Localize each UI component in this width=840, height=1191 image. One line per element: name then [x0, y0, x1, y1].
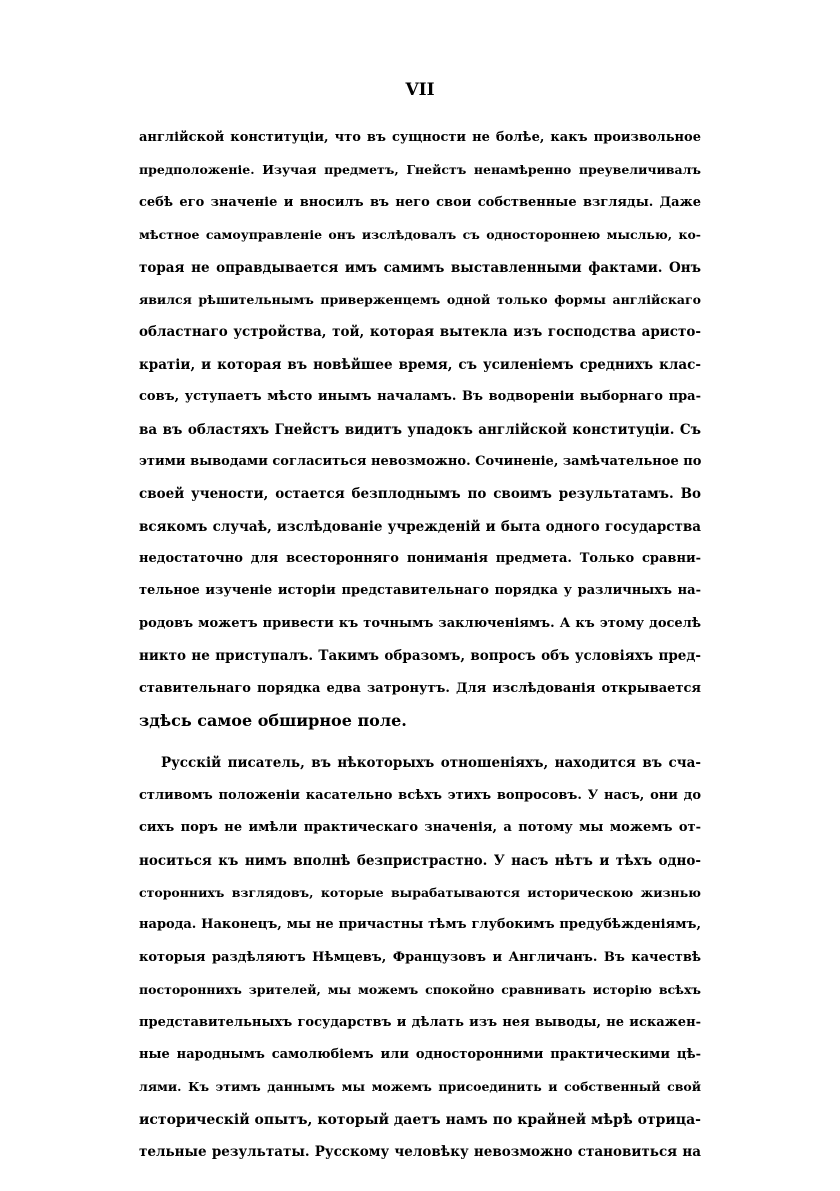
- text-line: представительныхъ государствъ и дѣлать изъ нея выводы, не искажен-: [139, 1014, 701, 1030]
- text-line: торая не оправдывается имъ самимъ выставленными фактами. Онъ: [139, 259, 701, 276]
- text-line: кратіи, и которая въ новѣйшее время, съ усиленіемъ среднихъ клас-: [139, 356, 701, 373]
- text-line: себѣ его значеніе и вносилъ въ него свои собственные взгляды. Даже: [139, 194, 701, 210]
- text-line: недостаточно для всесторонняго пониманія предмета. Только сравни-: [139, 551, 701, 567]
- text-line: лями. Къ этимъ даннымъ мы можемъ присоединить и собственный свой: [139, 1079, 701, 1095]
- text-line: родовъ можетъ привести къ точнымъ заключеніямъ. А къ этому доселѣ: [139, 615, 701, 631]
- paragraph-1: [139, 122, 701, 737]
- text-line: предположеніе. Изучая предметъ, Гнейстъ ненамѣренно преувеличивалъ: [139, 162, 701, 178]
- text-line: никто не приступалъ. Такимъ образомъ, вопросъ объ условіяхъ пред-: [139, 648, 701, 665]
- text-line: явился рѣшительнымъ приверженцемъ одной только формы англійскаго: [139, 291, 701, 307]
- text-line: здѣсь самое обширное поле.: [139, 711, 407, 731]
- text-line: сихъ поръ не имѣли практическаго значенія, а потому мы можемъ от-: [139, 820, 701, 836]
- paragraph-2: [139, 747, 701, 1168]
- paragraph-gap: [139, 737, 701, 747]
- text-line: совъ, уступаетъ мѣсто инымъ началамъ. Въ водвореніи выборнаго пра-: [139, 389, 701, 405]
- text-line: мѣстное самоуправленіе онъ изслѣдовалъ съ одностороннею мыслью, ко-: [139, 227, 701, 243]
- body-text: [139, 122, 701, 1169]
- text-line: своей учености, остается безплоднымъ по своимъ результатамъ. Во: [139, 486, 701, 503]
- text-line: Русскій писатель, въ нѣкоторыхъ отношеніяхъ, находится въ сча-: [161, 755, 701, 772]
- text-line: стороннихъ взглядовъ, которые вырабатываются историческою жизнью: [139, 884, 701, 900]
- text-line: англійской конституціи, что въ сущности не болѣе, какъ произвольное: [139, 130, 701, 145]
- text-line: ные народнымъ самолюбіемъ или односторонними практическими цѣ-: [139, 1046, 701, 1062]
- text-line: тельное изученіе исторіи представительнаго порядка у различныхъ на-: [139, 583, 701, 599]
- text-line: постороннихъ зрителей, мы можемъ спокойно сравнивать исторію всѣхъ: [139, 982, 701, 998]
- text-line: ва въ областяхъ Гнейстъ видитъ упадокъ англійской конституціи. Съ: [139, 421, 701, 438]
- text-line: всякомъ случаѣ, изслѣдованіе учрежденій и быта одного государства: [139, 518, 701, 535]
- text-line: областнаго устройства, той, которая вытекла изъ господства аристо-: [139, 324, 701, 341]
- text-line: народа. Наконецъ, мы не причастны тѣмъ глубокимъ предубѣжденіямъ,: [139, 917, 701, 933]
- page-number: VII: [405, 80, 435, 100]
- text-line: этими выводами согласиться невозможно. Сочиненіе, замѣчательное по: [139, 453, 701, 469]
- text-line: которыя раздѣляютъ Нѣмцевъ, Французовъ и Англичанъ. Въ качествѣ: [139, 949, 701, 965]
- text-line: историческій опытъ, который даетъ намъ по крайней мѣрѣ отрица-: [139, 1111, 701, 1128]
- text-line: тельные результаты. Русскому человѣку невозможно становиться на: [139, 1144, 701, 1161]
- text-line: стливомъ положеніи касательно всѣхъ этихъ вопросовъ. У насъ, они до: [139, 787, 701, 803]
- text-line: ставительнаго порядка едва затронутъ. Для изслѣдованія открывается: [139, 680, 701, 696]
- text-line: носиться къ нимъ вполнѣ безпристрастно. У насъ нѣтъ и тѣхъ одно-: [139, 852, 701, 869]
